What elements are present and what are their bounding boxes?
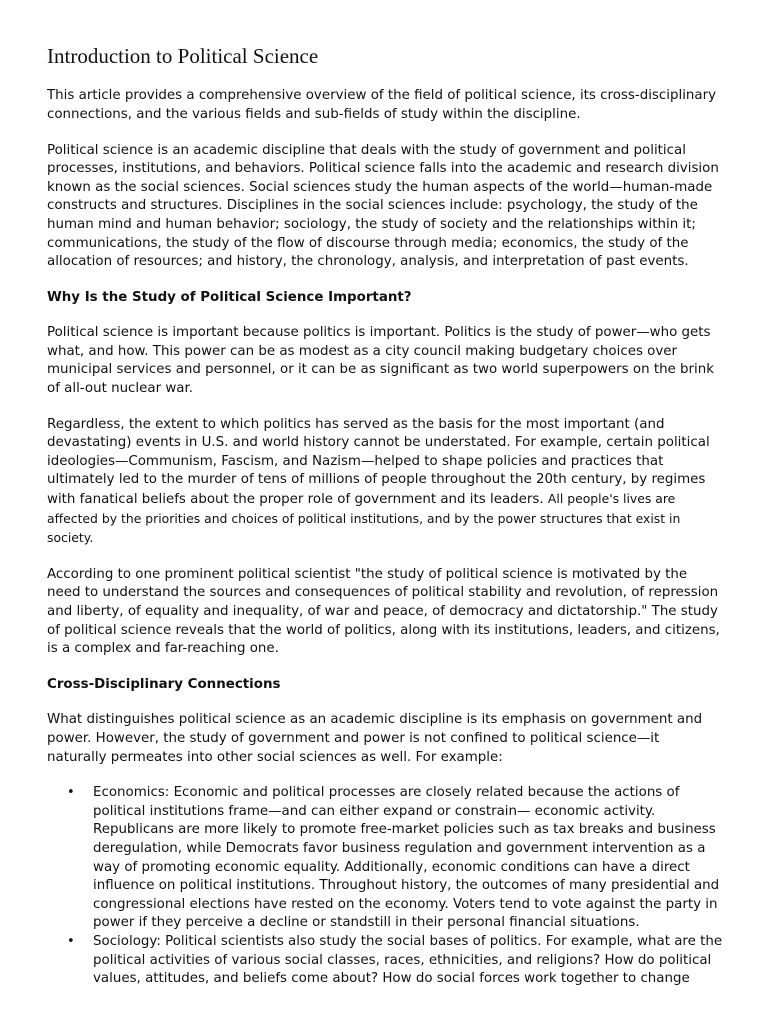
importance-heading: Why Is the Study of Political Science Important?: [47, 289, 412, 305]
list-item-economics: [67, 784, 723, 933]
list-item-text: Economics: Economic and political processes are closely related because the actions of political institutions frame—and can either expand or constrain— economic activity. Republicans are more likely to promote free-market policies such as tax breaks and business deregulation, while Democrats favor business regulation and government intervention as a way of promoting economic equality. Additionally, economic conditions can have a direct influence on political institutions. Throughout history, the outcomes of many presidential and congressional elections have rested on the economy. Voters tend to vote against the party in power if they perceive a decline or standstill in their personal financial situations.: [93, 785, 720, 931]
cross-disciplinary-heading: Cross-Disciplinary Connections: [47, 676, 281, 692]
importance-paragraph-2-small: All people's lives are affected by the priorities and choices of political institutions, and by the power structures that exist in society.: [47, 491, 681, 546]
list-item-sociology: [67, 933, 723, 989]
importance-paragraph-2-main: Regardless, the extent to which politics has served as the basis for the most important (and devastating) events in U.S. and world history cannot be understated. For example, certain political ideologies—Communism, Fascism, and Nazism—helped to shape policies and practices that ultimately led to the murder of tens of millions of people throughout the 20th century, by regimes with fanatical beliefs about the proper role of government and its leaders.: [47, 416, 710, 508]
disciplines-list: [47, 784, 723, 989]
importance-paragraph-2: [47, 416, 723, 549]
definition-paragraph: Political science is an academic discipline that deals with the study of government and political processes, institutions, and behaviors. Political science falls into the academic and research division known as the social sciences. Social sciences study the human aspects of the world—human-made constructs and structures. Disciplines in the social sciences include: psychology, the study of the human mind and human behavior; sociology, the study of society and the relationships within it; communications, the study of the flow of discourse through media; economics, the study of the allocation of resources; and history, the chronology, analysis, and interpretation of past events.: [47, 142, 719, 270]
intro-paragraph: This article provides a comprehensive overview of the field of political science, its cross-disciplinary connections, and the various fields and sub-fields of study within the discipline.: [47, 88, 717, 122]
importance-paragraph-1: Political science is important because politics is important. Politics is the study of power—who gets what, and how. This power can be as modest as a city council making budgetary choices over municipal services and personnel, or it can be as significant as two world superpowers on the brink of all-out nuclear war.: [47, 325, 715, 397]
importance-paragraph-3: According to one prominent political scientist "the study of political science is motivated by the need to understand the sources and consequences of political stability and revolution, of repression and liberty, of equality and inequality, of war and peace, of democracy and dictatorship." The study of political science reveals that the world of politics, along with its institutions, leaders, and citizens, is a complex and far-reaching one.: [47, 566, 720, 657]
bullet-icon: •: [67, 785, 75, 801]
cross-disciplinary-paragraph: What distinguishes political science as an academic discipline is its emphasis on government and power. However, the study of government and power is not confined to political science—it naturally permeates into other social sciences as well. For example:: [47, 712, 703, 765]
page-title: Introduction to Political Science: [47, 44, 319, 68]
list-item-text: Sociology: Political scientists also study the social bases of politics. For example, what are the political activities of various social classes, races, ethnicities, and religions? How do political values, attitudes, and beliefs come about? How do social forces work together to change: [93, 933, 723, 987]
bullet-icon: •: [67, 933, 75, 949]
document-page: [47, 42, 723, 989]
